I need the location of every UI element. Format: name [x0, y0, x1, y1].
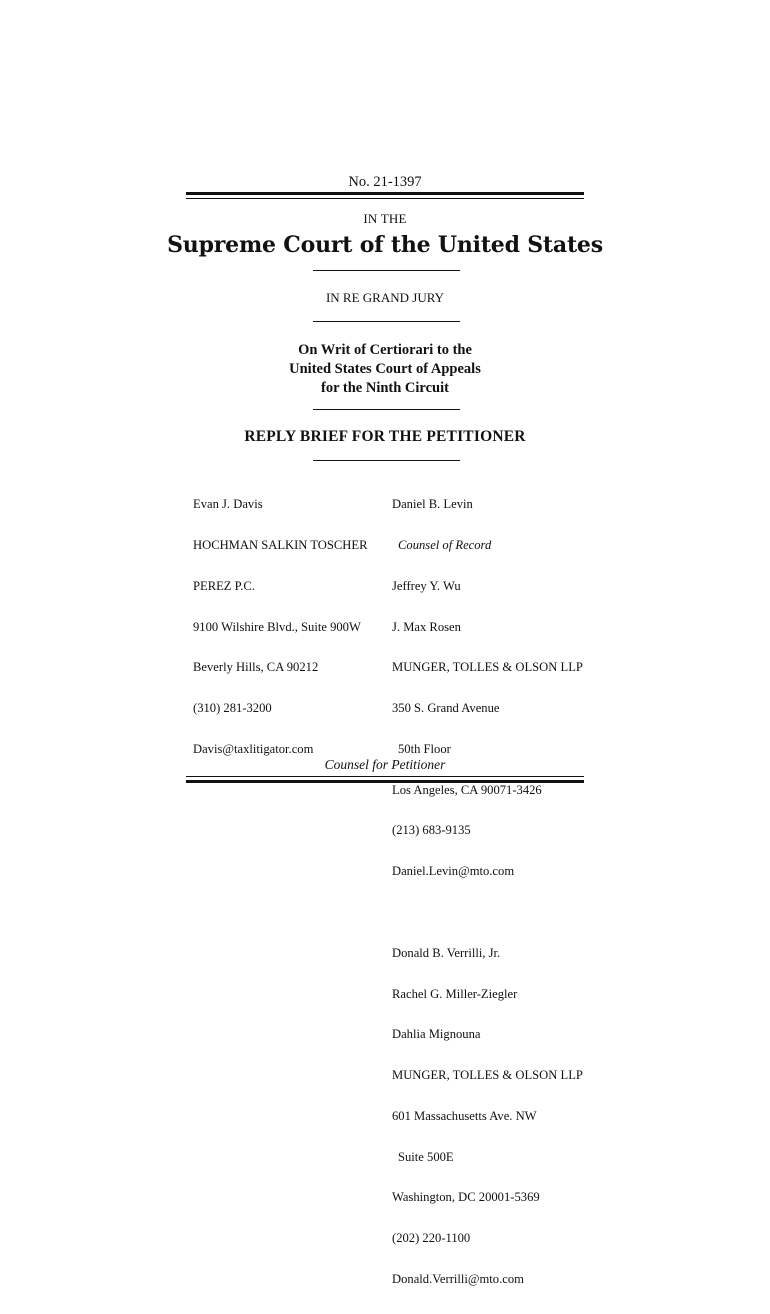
phone: (213) 683-9135 [392, 823, 471, 838]
brief-title: REPLY BRIEF FOR THE PETITIONER [244, 428, 526, 445]
email: Daniel.Levin@mto.com [392, 864, 515, 879]
attorney-name: Dahlia Mignouna [392, 1027, 481, 1042]
address-line-3: Washington, DC 20001-5369 [392, 1190, 540, 1205]
attorney-name: Donald B. Verrilli, Jr. [392, 945, 501, 960]
counsel-of-record-role: Counsel of Record [398, 537, 492, 552]
address-line-1: 601 Massachusetts Ave. NW [392, 1108, 537, 1123]
divider-rule-1 [313, 270, 460, 271]
email: Donald.Verrilli@mto.com [392, 1272, 524, 1287]
email: Davis@taxlitigator.com [193, 741, 314, 756]
writ-line-1: On Writ of Certiorari to the [298, 342, 472, 358]
writ-line-3: for the Ninth Circuit [321, 380, 449, 396]
counsel-for-petitioner: Counsel for Petitioner [324, 757, 446, 772]
firm-name: MUNGER, TOLLES & OLSON LLP [392, 1068, 583, 1083]
bottom-thin-rule [186, 776, 584, 777]
right-counsel-block [392, 471, 583, 1314]
docket-number: No. 21-1397 [348, 174, 422, 190]
case-caption: IN RE GRAND JURY [325, 290, 445, 305]
address-line-2: Beverly Hills, CA 90212 [193, 660, 319, 675]
writ-description [0, 341, 770, 398]
bottom-thick-rule [186, 780, 584, 783]
address-line-1: 9100 Wilshire Blvd., Suite 900W [193, 619, 361, 634]
counsel-name: Evan J. Davis [193, 497, 263, 512]
divider-rule-3 [313, 409, 460, 410]
firm-name-line-2: PEREZ P.C. [193, 578, 255, 593]
firm-name-line-1: HOCHMAN SALKIN TOSCHER [193, 537, 368, 552]
attorney-name: J. Max Rosen [392, 619, 461, 634]
top-thin-rule [186, 198, 584, 199]
in-the-heading: IN THE [363, 211, 407, 226]
divider-rule-2 [313, 321, 460, 322]
attorney-name: Rachel G. Miller-Ziegler [392, 986, 518, 1001]
address-line-2: Suite 500E [398, 1149, 454, 1164]
attorney-name: Jeffrey Y. Wu [392, 578, 461, 593]
top-thick-rule [186, 192, 584, 195]
address-line-1: 350 S. Grand Avenue [392, 701, 500, 716]
phone: (202) 220-1100 [392, 1231, 471, 1246]
left-counsel-block [193, 471, 367, 784]
court-name: Supreme Court of the United States [167, 232, 603, 258]
address-line-2: 50th Floor [398, 741, 451, 756]
phone: (310) 281-3200 [193, 701, 272, 716]
spacer [392, 906, 583, 920]
writ-line-2: United States Court of Appeals [289, 361, 481, 377]
address-line-3: Los Angeles, CA 90071-3426 [392, 782, 542, 797]
counsel-of-record-name: Daniel B. Levin [392, 497, 473, 512]
firm-name: MUNGER, TOLLES & OLSON LLP [392, 660, 583, 675]
divider-rule-4 [313, 460, 460, 461]
